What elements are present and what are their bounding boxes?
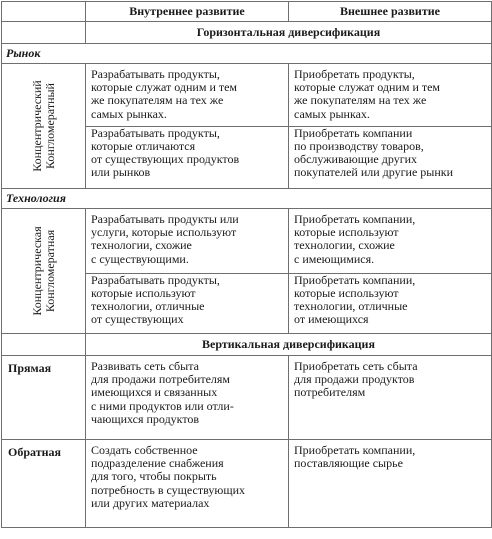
direct-label: Прямая [2, 356, 86, 440]
market-side-label-cell [2, 64, 86, 189]
text-line: Разрабатывать продукты, [91, 67, 220, 81]
text-line: технологии, отличные [91, 298, 205, 313]
text-line: технологии, отличные [294, 298, 408, 313]
text-line: с существующими. [91, 251, 189, 266]
text-line: или других материалах [91, 495, 210, 510]
text-line: самых рынках. [294, 106, 370, 121]
technology-category-row [2, 189, 492, 209]
direct-external [289, 356, 492, 440]
text-line: от существующих [91, 312, 184, 327]
text-line: Создать собственное [91, 443, 198, 457]
text-line: Приобретать продукты, [294, 67, 415, 81]
header-external: Внешнее развитие [289, 2, 492, 22]
technology-external-concentric [289, 209, 492, 274]
text-line: Разрабатывать продукты или [91, 212, 239, 226]
text-line: которые используют [294, 285, 399, 300]
text-line: самых рынках. [91, 106, 167, 121]
text-line: которые отличаются [91, 138, 196, 153]
market-category-label: Рынок [2, 44, 492, 64]
text-line: Приобретать компании, [294, 443, 416, 457]
section-empty-cell [2, 334, 86, 356]
text-line: для продажи продуктов [294, 372, 415, 387]
diversification-table [1, 1, 492, 528]
market-external-concentric [289, 64, 492, 127]
text-line: для продажи потребителям [91, 372, 231, 387]
technology-side-label [31, 226, 57, 315]
text-line: Приобретать сеть сбыта [294, 359, 418, 373]
side-label-line: Концентрическая [29, 226, 44, 316]
text-line: с ними продуктов или отли- [91, 398, 234, 413]
text-line: технологии, схожие [294, 238, 395, 253]
text-line: чающихся продуктов [91, 411, 200, 426]
section-empty-cell [2, 22, 86, 44]
text-line: или рынков [91, 165, 151, 180]
direct-internal [86, 356, 289, 440]
text-line: технологии, схожие [91, 238, 192, 253]
direct-row [2, 356, 492, 440]
text-line: поставляющие сырье [294, 456, 403, 471]
text-line: же покупателям на тех же [294, 93, 427, 108]
header-internal: Внутреннее развитие [86, 2, 289, 22]
vertical-section-row [2, 334, 492, 356]
market-external-conglomerate [289, 126, 492, 189]
corner-cell [2, 2, 86, 22]
technology-internal-conglomerate [86, 273, 289, 333]
text-line: имеющихся и связанных [91, 385, 218, 400]
text-line: Развивать сеть сбыта [91, 359, 199, 373]
reverse-internal [86, 440, 289, 528]
side-label-line: Конгломератная [42, 229, 57, 313]
horizontal-section-title: Горизонтальная диверсификация [86, 22, 492, 44]
vertical-section-title: Вертикальная диверсификация [86, 334, 492, 356]
text-line: потребность в существующих [91, 482, 246, 497]
horizontal-section-row [2, 22, 492, 44]
market-category-row [2, 44, 492, 64]
text-line: Приобретать компании, [294, 212, 416, 226]
text-line: подразделение снабжения [91, 456, 224, 471]
market-internal-conglomerate [86, 126, 289, 189]
text-line: покупателей или другие рынки [294, 165, 454, 180]
text-line: с имеющимися. [294, 251, 375, 266]
technology-internal-concentric [86, 209, 289, 274]
text-line: Приобретать компании [294, 125, 413, 140]
text-line: от существующих продуктов [91, 151, 240, 166]
technology-side-label-cell [2, 209, 86, 334]
text-line: Разрабатывать продукты, [91, 125, 220, 140]
text-line: обслуживающие других [294, 151, 418, 166]
text-line: Приобретать компании, [294, 272, 416, 287]
text-line: для того, чтобы покрыть [91, 469, 217, 484]
reverse-row [2, 440, 492, 528]
text-line: которые используют [91, 285, 196, 300]
header-row [2, 2, 492, 22]
text-line: потребителям [294, 385, 366, 400]
text-line: Разрабатывать продукты, [91, 272, 220, 287]
market-row-1 [2, 64, 492, 127]
side-label-line: Концентрический [29, 80, 44, 172]
text-line: которые используют [294, 225, 399, 240]
text-line: по производству товаров, [294, 138, 424, 153]
side-label-line: Конгломератный [42, 83, 57, 170]
text-line: от имеющихся [294, 312, 369, 327]
reverse-external [289, 440, 492, 528]
technology-external-conglomerate [289, 273, 492, 333]
reverse-label: Обратная [2, 440, 86, 528]
market-internal-concentric [86, 64, 289, 127]
text-line: услуги, которые используют [91, 225, 237, 240]
market-side-label [31, 80, 57, 171]
technology-row-1 [2, 209, 492, 274]
text-line: которые служат одним и тем [91, 80, 238, 95]
text-line: которые служат одним и тем [294, 80, 441, 95]
technology-category-label: Технология [2, 189, 492, 209]
text-line: же покупателям на тех же [91, 93, 224, 108]
